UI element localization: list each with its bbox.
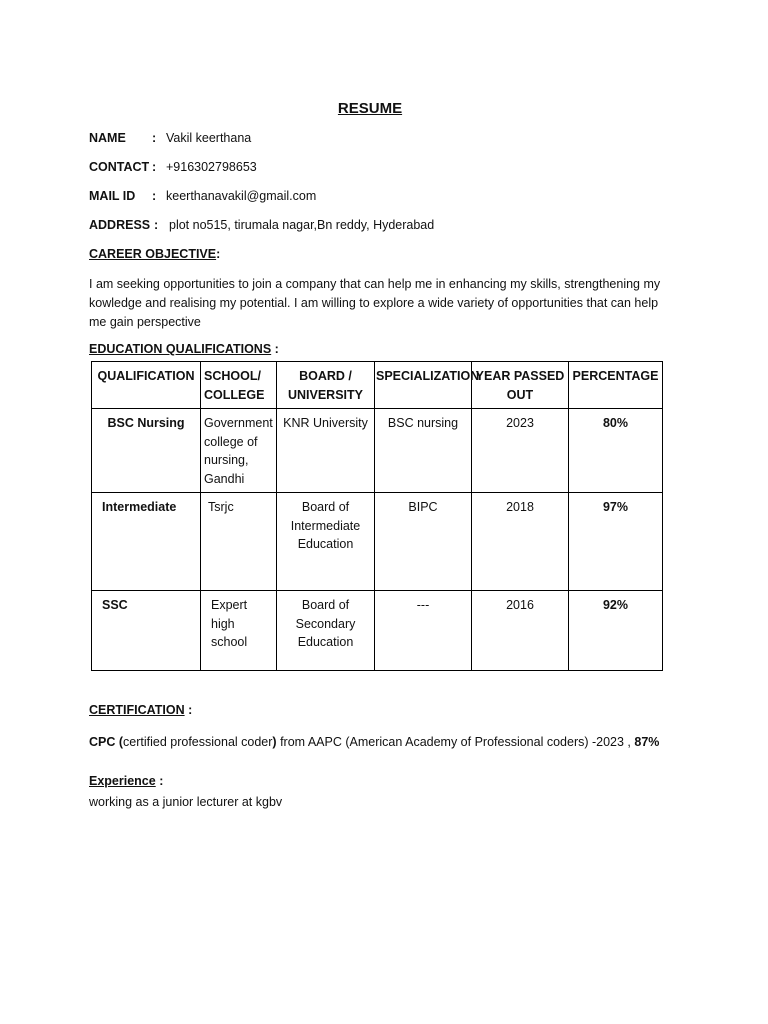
mail-label: MAIL ID [89,189,136,203]
percentage-cell: 80% [569,409,663,493]
mail-separator: : [152,189,157,203]
board-cell: KNR University [277,409,375,493]
address-separator: : [154,218,159,232]
certification-heading: CERTIFICATION : [89,703,193,717]
percentage-cell: 97% [569,493,663,591]
career-text: I am seeking opportunities to join a company that can help me in enhancing my skills, strengthening my kowledge and realising my potential. I am willing to explore a wide variety of opportunities that can help me gain perspective [89,277,661,329]
career-heading: CAREER OBJECTIVE: [89,247,221,261]
table-row [92,409,663,493]
address-label: ADDRESS [89,218,151,232]
name-value: Vakil keerthana [166,131,252,145]
header-board: BOARD / UNIVERSITY [277,362,375,409]
specialization-cell: --- [375,591,472,671]
resume-title: RESUME [337,100,403,117]
education-table [91,361,663,671]
table-header-row [92,362,663,409]
header-specialization: SPECIALIZATION [375,362,472,409]
address-value: plot no515, tirumala nagar,Bn reddy, Hyderabad [169,218,435,232]
education-heading: EDUCATION QUALIFICATIONS : [89,342,279,356]
contact-label: CONTACT [89,160,150,174]
school-cell: Government college of nursing, Gandhi [201,409,277,493]
contact-value: +916302798653 [166,160,257,174]
name-label: NAME [89,131,126,145]
school-cell: Tsrjc [201,493,277,591]
board-cell: Board of Secondary Education [277,591,375,671]
specialization-cell: BIPC [375,493,472,591]
year-cell: 2023 [472,409,569,493]
specialization-cell: BSC nursing [375,409,472,493]
school-cell: Expert high school [201,591,277,671]
contact-separator: : [152,160,157,174]
board-cell: Board of Intermediate Education [277,493,375,591]
year-cell: 2016 [472,591,569,671]
qualification-cell: BSC Nursing [92,409,201,493]
header-percentage: PERCENTAGE [569,362,663,409]
name-separator: : [152,131,157,145]
experience-text: working as a junior lecturer at kgbv [89,795,283,809]
certification-text: CPC (certified professional coder) from AAPC (American Academy of Professional coders) -2023 , 87% [89,735,660,749]
mail-value: keerthanavakil@gmail.com [166,189,317,203]
qualification-cell: Intermediate [92,493,201,591]
header-qualification: QUALIFICATION [92,362,201,409]
percentage-cell: 92% [569,591,663,671]
experience-heading: Experience : [89,774,164,788]
qualification-cell: SSC [92,591,201,671]
table-row [92,493,663,591]
header-year: YEAR PASSED OUT [472,362,569,409]
header-school: SCHOOL/ COLLEGE [201,362,277,409]
year-cell: 2018 [472,493,569,591]
table-row [92,591,663,671]
